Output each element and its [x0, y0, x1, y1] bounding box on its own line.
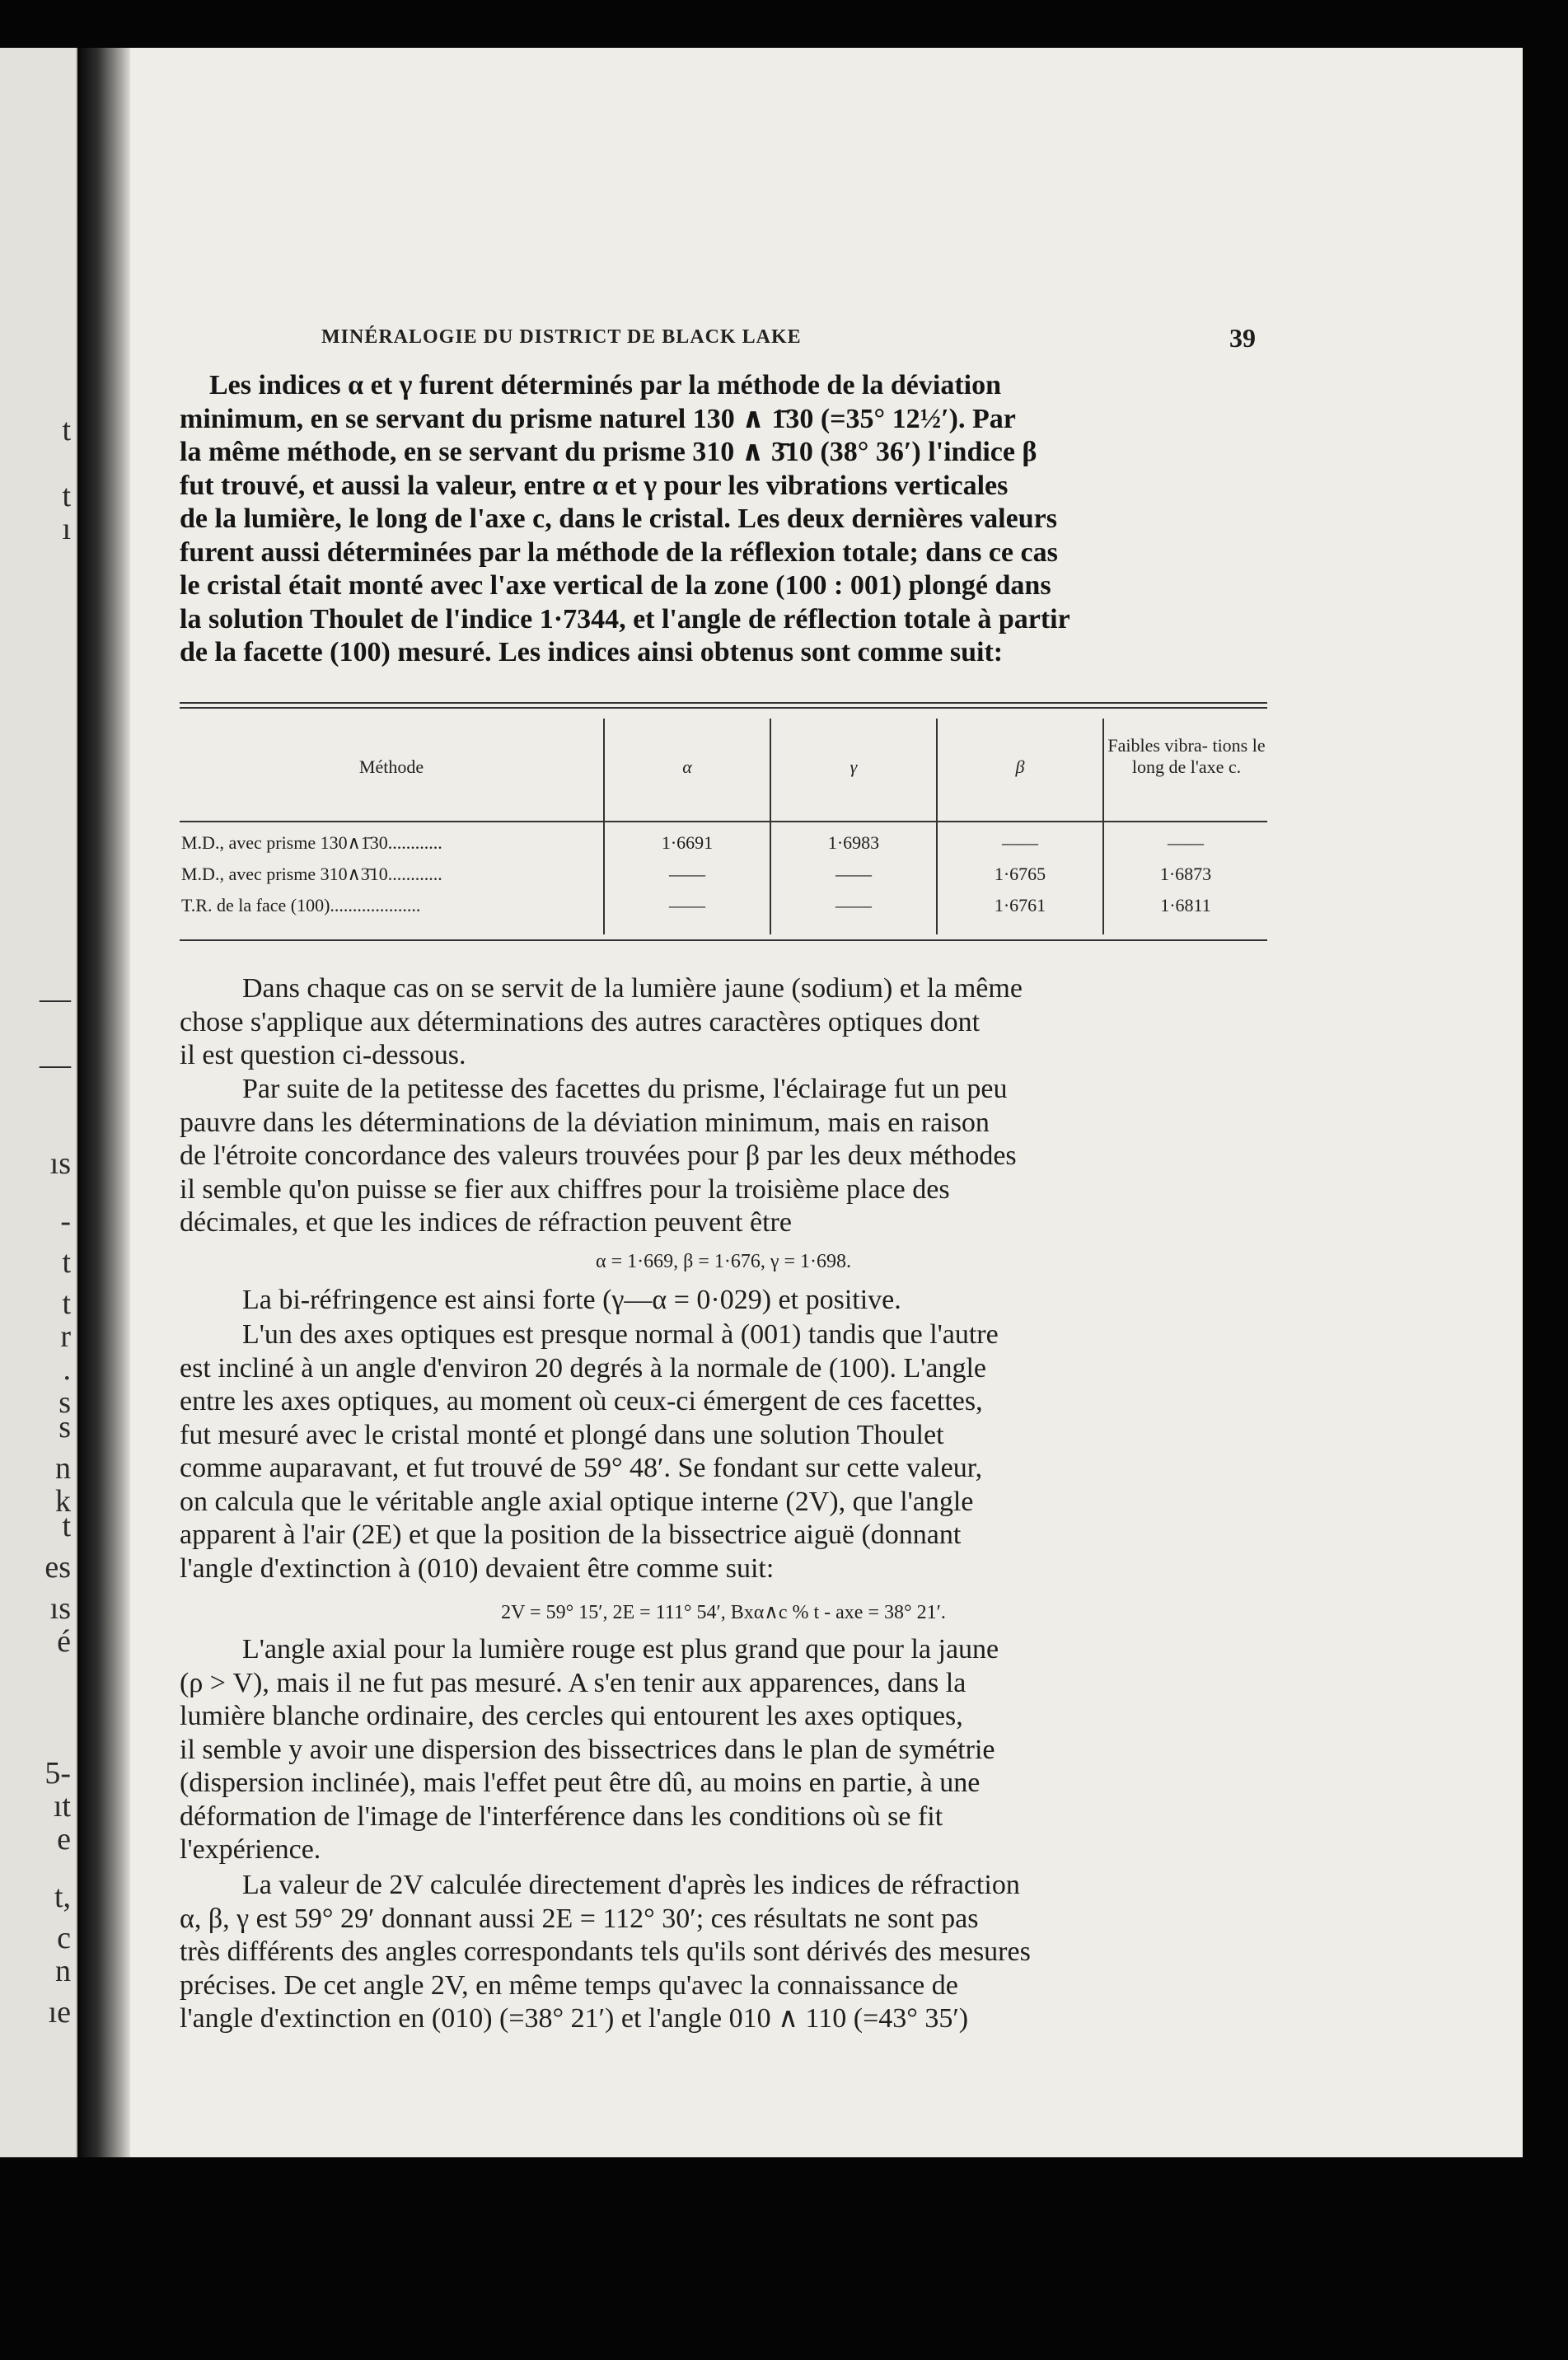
text-line: (dispersion inclinée), mais l'effet peut être dû, au moins en partie, à une: [180, 1768, 981, 1798]
text-line: α, β, γ est 59° 29′ donnant aussi 2E = 112° 30′; ces résultats ne sont pas: [180, 1903, 979, 1934]
text-line: on calcula que le véritable angle axial optique interne (2V), que l'angle: [180, 1486, 974, 1517]
text-line: déformation de l'image de l'interférence dans les conditions où se fit: [180, 1800, 943, 1832]
text-line: chose s'applique aux déterminations des autres caractères optiques dont: [180, 1006, 981, 1037]
text-line: est incliné à un angle d'environ 20 degrés à la normale de (100). L'angle: [180, 1352, 987, 1384]
cell-beta: 1·6761: [994, 895, 1046, 915]
text-line: l'expérience.: [180, 1834, 321, 1865]
text-line: l'angle d'extinction à (010) devaient être comme suit:: [180, 1552, 775, 1584]
margin-fragment: n: [55, 1954, 71, 1988]
margin-fragment: ıs: [49, 1146, 71, 1181]
text-line: (ρ > V), mais il ne fut pas mesuré. A s'en tenir aux apparences, dans la: [180, 1667, 967, 1698]
margin-fragment: -: [60, 1204, 71, 1239]
paragraph-valeur-2v: [180, 1869, 1267, 2036]
text-line: de la lumière, le long de l'axe c, dans le cristal. Les deux dernières valeurs: [180, 503, 1057, 534]
text-line: fut mesuré avec le cristal monté et plongé dans une solution Thoulet: [180, 1419, 944, 1450]
text-line: la même méthode, en se servant du prisme 310 ∧ 3̄10 (38° 36′) l'indice β: [180, 437, 1037, 467]
text-line: furent aussi déterminées par la méthode de la réflexion totale; dans ce cas: [180, 536, 1058, 568]
page-number: 39: [1229, 323, 1256, 353]
header-gamma: γ: [850, 756, 858, 777]
header-faibles: Faibles vibra- tions le long de l'axe c.: [1107, 735, 1266, 777]
cell-faibles: ——: [1168, 832, 1204, 853]
margin-fragment: r: [60, 1319, 71, 1354]
text-line: fut trouvé, et aussi la valeur, entre α et γ pour les vibrations verticales: [180, 470, 1009, 501]
paragraph-eclairage: [180, 1073, 1267, 1240]
margin-fragment: ıe: [48, 1995, 71, 2030]
text-line: de la facette (100) mesuré. Les indices ainsi obtenus sont comme suit:: [180, 637, 1004, 667]
header-method: Méthode: [358, 756, 424, 777]
text-line: précises. De cet angle 2V, en même temps qu'avec la connaissance de: [180, 1969, 958, 2001]
margin-fragment: —: [40, 981, 71, 1016]
text-line: Les indices α et γ furent déterminés par la méthode de la déviation: [209, 370, 1001, 400]
margin-fragment: ıt: [53, 1789, 71, 1824]
adjacent-page-strip: [0, 48, 77, 2157]
text-line: L'angle axial pour la lumière rouge est plus grand que pour la jaune: [242, 1634, 999, 1665]
cell-method: M.D., avec prisme 130∧1̄30............: [181, 832, 442, 853]
text-line: La valeur de 2V calculée directement d'après les indices de réfraction: [242, 1870, 1020, 1900]
margin-fragment: t: [62, 1509, 71, 1543]
text-line: minimum, en se servant du prisme naturel 130 ∧ 1̄30 (=35° 12½′). Par: [180, 403, 1016, 434]
text-line: Dans chaque cas on se servit de la lumière jaune (sodium) et la même: [242, 973, 1023, 1004]
margin-fragment: t: [62, 1286, 71, 1321]
margin-fragment: .: [63, 1352, 71, 1387]
text-line: de l'étroite concordance des valeurs trouvées pour β par les deux méthodes: [180, 1140, 1017, 1171]
margin-fragment: s: [59, 1385, 71, 1420]
margin-fragment: t: [62, 1245, 71, 1280]
cell-faibles: 1·6811: [1160, 895, 1211, 915]
margin-fragment: s: [59, 1410, 71, 1445]
text-line: il semble qu'on puisse se fier aux chiffres pour la troisième place des: [180, 1173, 950, 1205]
table-top-rule: [180, 702, 1267, 704]
paragraph-angle-axial: [180, 1633, 1267, 1867]
cell-method: T.R. de la face (100)....................: [181, 895, 421, 915]
margin-fragment: c: [57, 1921, 71, 1955]
cell-faibles: 1·6873: [1159, 864, 1212, 884]
table-header-rule: [180, 821, 1267, 822]
margin-fragment: t: [62, 479, 71, 513]
margin-fragment: n: [55, 1451, 71, 1486]
margin-fragment: es: [44, 1550, 71, 1585]
margin-fragment: t: [62, 413, 71, 447]
paragraph-indices: [180, 369, 1267, 670]
margin-fragment: ı: [62, 512, 71, 546]
margin-fragment: ıs: [49, 1591, 71, 1626]
cell-alpha: 1·6691: [661, 832, 714, 853]
cell-method: M.D., avec prisme 310∧3̄10............: [181, 864, 442, 884]
formula-indices: α = 1·669, β = 1·676, γ = 1·698.: [596, 1251, 851, 1272]
text-line: la solution Thoulet de l'indice 1·7344, et l'angle de réflection totale à partir: [180, 603, 1070, 634]
text-line: lumière blanche ordinaire, des cercles qui entourent les axes optiques,: [180, 1701, 963, 1731]
margin-fragment: é: [57, 1624, 71, 1659]
text-line: très différents des angles correspondants tels qu'ils sont dérivés des mesures: [180, 1936, 1031, 1967]
text-line: l'angle d'extinction en (010) (=38° 21′) et l'angle 010 ∧ 110 (=43° 35′): [180, 2003, 969, 2034]
formula-angles: 2V = 59° 15′, 2E = 111° 54′, Bxα∧c % t - axe = 38° 21′.: [501, 1602, 946, 1623]
table-top-rule-2: [180, 707, 1267, 709]
text-line: apparent à l'air (2E) et que la position de la bissectrice aiguë (donnant: [180, 1519, 962, 1550]
text-line: entre les axes optiques, au moment où ceux-ci émergent de ces facettes,: [180, 1386, 983, 1416]
cell-beta: 1·6765: [994, 864, 1046, 884]
text-line: L'un des axes optiques est presque normal à (001) tandis que l'autre: [242, 1319, 999, 1350]
paragraph-lumiere: [180, 972, 1267, 1073]
book-gutter: [79, 48, 132, 2157]
paragraph-axes-optiques: [180, 1318, 1267, 1585]
text-line: Par suite de la petitesse des facettes du prisme, l'éclairage fut un peu: [242, 1074, 1008, 1104]
margin-fragment: —: [40, 1047, 71, 1082]
cell-alpha: ——: [669, 864, 705, 884]
text-line: pauvre dans les déterminations de la déviation minimum, mais en raison: [180, 1107, 990, 1138]
text-line: le cristal était monté avec l'axe vertical de la zone (100 : 001) plongé dans: [180, 570, 1051, 601]
margin-fragment: e: [57, 1822, 71, 1857]
text-line: il semble y avoir une dispersion des bissectrices dans le plan de symétrie: [180, 1734, 995, 1765]
margin-fragment: 5-: [44, 1756, 71, 1791]
text-line: il est question ci-dessous.: [180, 1040, 466, 1070]
cell-beta: ——: [1002, 832, 1038, 853]
header-alpha: α: [682, 756, 692, 777]
cell-gamma: ——: [835, 864, 872, 884]
cell-gamma: 1·6983: [827, 832, 880, 853]
paragraph-birefringence: [180, 1284, 1267, 1318]
margin-fragment: t,: [54, 1880, 71, 1914]
cell-alpha: ——: [669, 895, 705, 915]
table-bottom-rule: [180, 939, 1267, 941]
cell-gamma: ——: [835, 895, 872, 915]
running-head: MINÉRALOGIE DU DISTRICT DE BLACK LAKE: [321, 326, 802, 348]
margin-fragment: k: [55, 1484, 71, 1519]
text-line: La bi-réfringence est ainsi forte (γ—α = 0·029) et positive.: [242, 1285, 901, 1315]
header-beta: β: [1015, 756, 1025, 777]
text-line: décimales, et que les indices de réfraction peuvent être: [180, 1207, 792, 1238]
text-line: comme auparavant, et fut trouvé de 59° 48′. Se fondant sur cette valeur,: [180, 1453, 983, 1483]
